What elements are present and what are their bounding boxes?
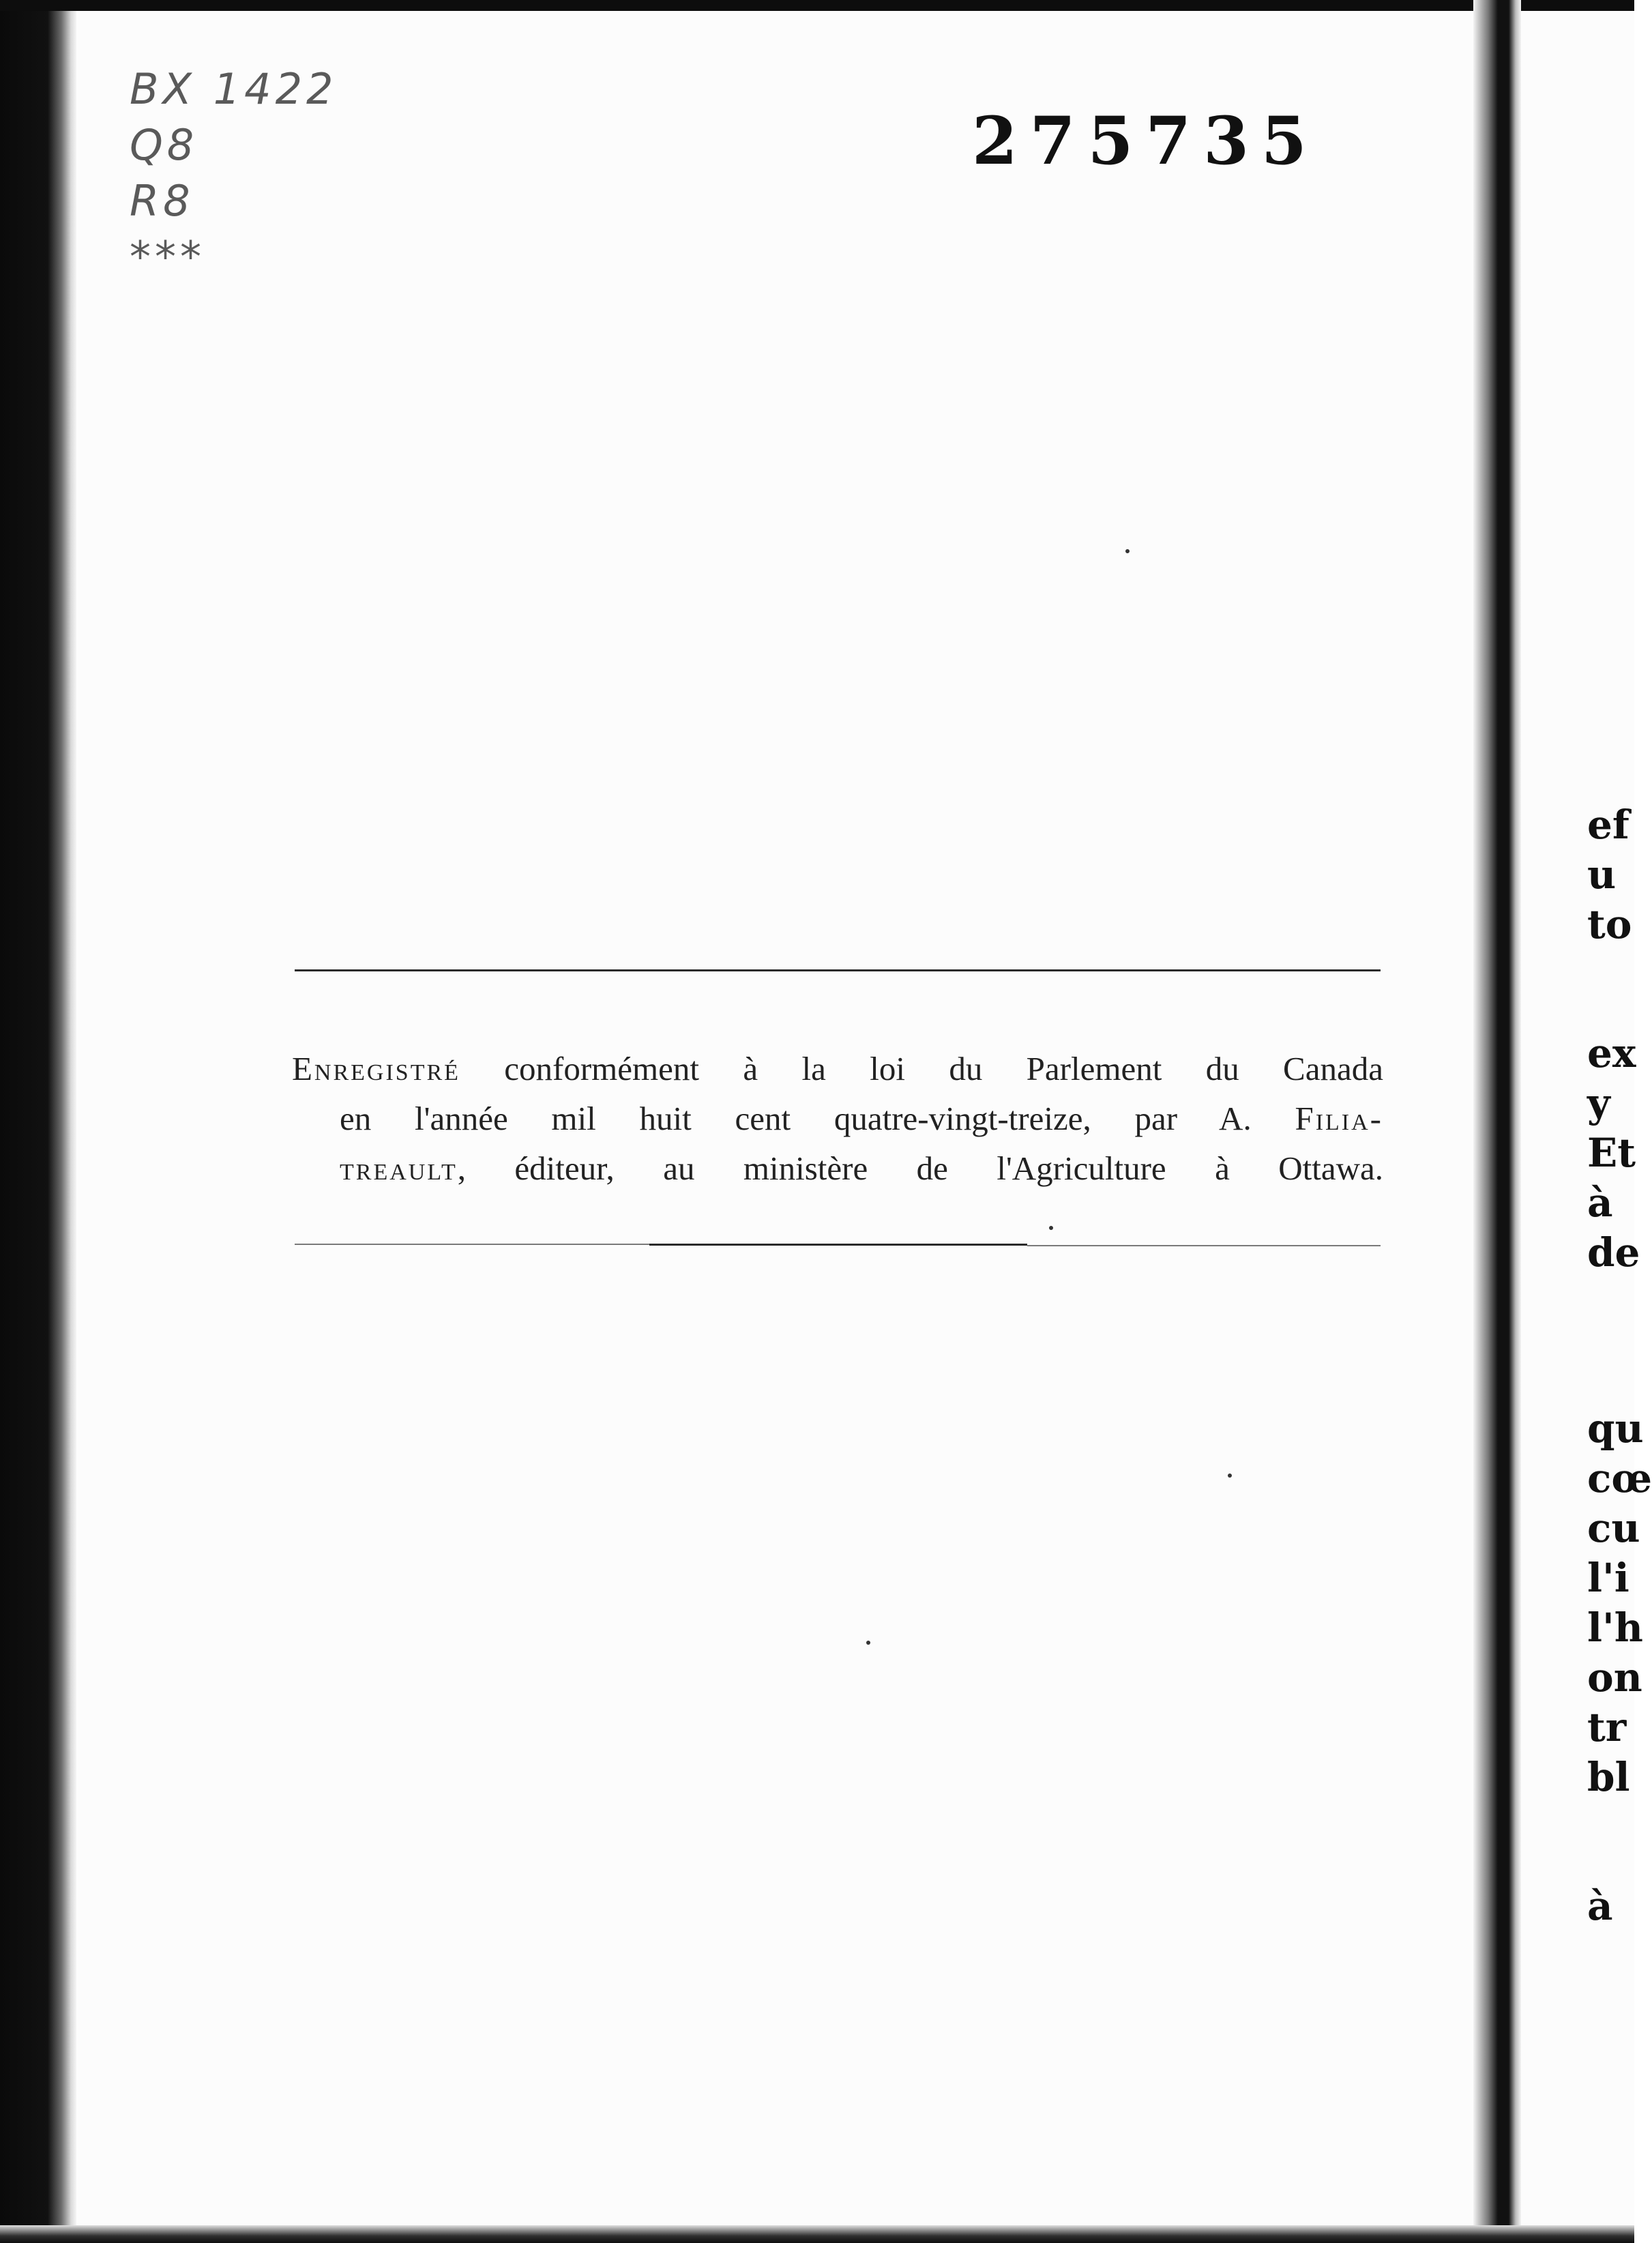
copyright-line-2 — [292, 1094, 1383, 1143]
fragment: u — [1587, 851, 1617, 898]
fragment: à — [1587, 1883, 1613, 1929]
top-rule — [295, 969, 1381, 971]
call-number-line: Q8 — [130, 120, 198, 170]
fragment: l'h — [1587, 1604, 1643, 1651]
show-through-text — [491, 263, 1228, 290]
handwritten-call-number — [130, 61, 338, 285]
bottom-rule-left — [295, 1244, 649, 1245]
call-number-line: R8 — [130, 176, 194, 226]
speck — [1228, 1474, 1232, 1478]
bottom-rule-center — [649, 1244, 1027, 1246]
copyright-line-1-text: conformément à la loi du Parlement du Canada — [460, 1050, 1383, 1087]
fragment: qu — [1587, 1405, 1644, 1452]
fragment: ef — [1587, 802, 1629, 848]
fragment: de — [1587, 1229, 1640, 1276]
copyright-line-1 — [292, 1044, 1383, 1094]
publisher-name-part: Filia- — [1295, 1100, 1383, 1137]
bottom-rule-right — [1027, 1245, 1381, 1246]
speck — [1125, 549, 1130, 553]
call-number-line: BX 1422 — [130, 64, 338, 114]
fragment: y — [1587, 1080, 1610, 1126]
speck — [1049, 1226, 1053, 1230]
fragment: cu — [1587, 1505, 1640, 1551]
show-through-title — [314, 805, 1378, 935]
fragment: tr — [1587, 1704, 1627, 1750]
publisher-name-end: treault — [340, 1149, 458, 1187]
scan-edge-bottom — [0, 2225, 1634, 2243]
fragment: to — [1587, 901, 1632, 948]
copyright-line-3-text: , éditeur, au ministère de l'Agriculture à Ottawa. — [457, 1149, 1383, 1187]
fragment: l'i — [1587, 1555, 1629, 1601]
call-number-line: *** — [130, 232, 205, 282]
book-gutter — [1473, 0, 1521, 2243]
speck — [866, 1641, 870, 1645]
scan-edge-top — [0, 0, 1634, 11]
copyright-line-3 — [292, 1143, 1383, 1193]
copyright-line-2-text: en l'année mil huit cent quatre-vingt-treize, par A. — [340, 1100, 1295, 1137]
fragment: à — [1587, 1179, 1613, 1226]
facing-page-edge — [1579, 0, 1652, 2243]
fragment: ex — [1587, 1030, 1636, 1076]
fragment: on — [1587, 1654, 1642, 1701]
fragment: Et — [1587, 1130, 1636, 1176]
copyright-notice — [292, 1044, 1383, 1193]
fragment: cœ — [1587, 1455, 1652, 1501]
fragment: bl — [1587, 1754, 1630, 1800]
registered-word: Enregistré — [292, 1050, 460, 1087]
accession-number: 275735 — [972, 102, 1319, 179]
page-shadow-left — [0, 0, 76, 2243]
